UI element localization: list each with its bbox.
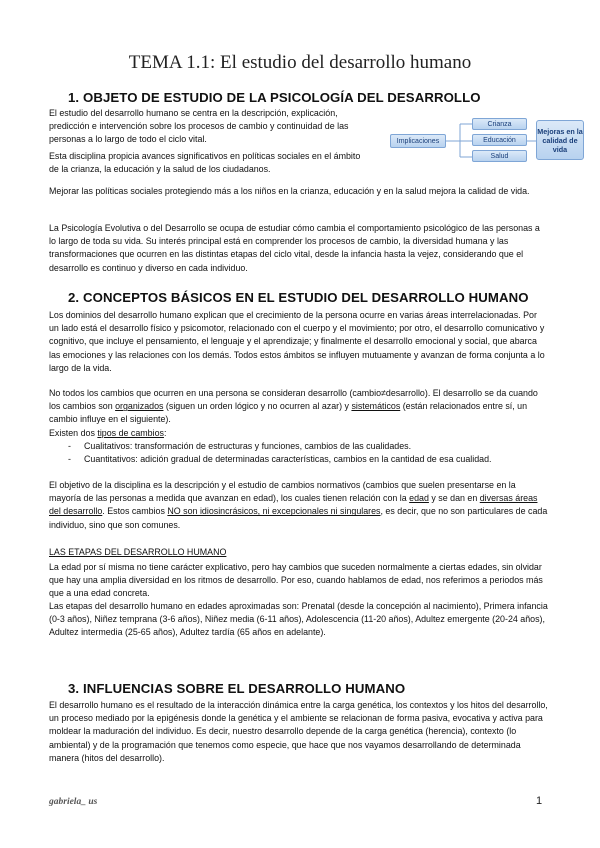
s2-types-intro (49, 427, 549, 440)
s2-p2-text-c: (están relacionados entre sí, un cambio influye en el siguiente). (49, 401, 528, 425)
s1-paragraph-1: El estudio del desarrollo humano se centra en la descripción, explicación, predicción e intervención sobre los procesos de cambio y continuidad de las personas a lo largo de todo el ciclo vital. (49, 108, 349, 145)
diagram-item-educacion: Educación (472, 134, 527, 146)
s2-change-types (49, 427, 549, 467)
s2-p2-organizados: organizados (115, 401, 164, 412)
s2-types-text-a: Existen dos (49, 428, 98, 438)
stages-subheading: LAS ETAPAS DEL DESARROLLO HUMANO (49, 547, 227, 557)
s1-paragraph-2: Esta disciplina propicia avances significativos en políticas sociales en el ámbito de la crianza, la educación y la salud de los ciudadanos. (49, 151, 361, 175)
s2-paragraph-1: Los dominios del desarrollo humano explican que el crecimiento de la persona ocurre en varias áreas interrelacionadas. Por un lado está el desarrollo físico y psicomotor, relacionado con el cuerpo y el movimiento; por otro, el desarrollo comunicativo y cognitivo, que incluye el pensamiento, el lenguaje y el aprendizaje; y finalmente el desarrollo emocional y social, que abarca las emociones y las relaciones con los demás. Todos estos ámbitos se influyen mutuamente y avanzan de forma conjunta a lo largo de la vida. (49, 310, 545, 373)
diagram-item-salud: Salud (472, 150, 527, 162)
s2-p3-text-a: El objetivo de la disciplina es la descripción y el estudio de cambios normativos (cambios que suelen presentarse en la mayoría de las personas a medida que avanzan en edad), los cuales tienen relación con la (49, 480, 516, 504)
diagram-implications-box: Implicaciones (390, 134, 446, 148)
s1-paragraph-4: La Psicología Evolutiva o del Desarrollo se ocupa de estudiar cómo cambia el comportamiento psicológico de las personas a lo largo de toda su vida. Su interés principal está en comprender los procesos de cambio, la diversidad humana y las transformaciones que ocurren en las distintas etapas del ciclo vital, desde la infancia hasta la vejez, considerando que el desarrollo es continuo y diverso en cada individuo. (49, 223, 540, 273)
s2-p3-edad: edad (409, 493, 429, 504)
s2-types-underlined: tipos de cambios (97, 428, 164, 438)
change-types-list (49, 440, 549, 466)
section-3-heading: 3. INFLUENCIAS SOBRE EL DESARROLLO HUMANO (68, 681, 406, 696)
s2-p2-text-a: No todos los cambios que ocurren en una persona se consideran desarrollo (cambio≠desarrollo). El desarrollo se da cuando los cambios son (49, 388, 538, 412)
s2-p3-areas: diversas áreas del desarrollo (49, 493, 538, 517)
s2-paragraph-5: Las etapas del desarrollo humano en edades aproximadas son: Prenatal (desde la concepción al nacimiento), Primera infancia (0-3 años), Niñez temprana (3-6 años), Niñez media (6-11 años), Adolescencia (11-20 años), Adultez emergente (20-24 años), Adultez intermedia (25-65 años), Adultez tardía (65 años en adelante). (49, 601, 548, 638)
s2-paragraph-2 (49, 387, 549, 427)
list-item-cuantitativos: - Cuantitativos: adición gradual de determinadas características, cambios en la cantidad de esa cualidad. (49, 453, 549, 466)
s2-p3-text-b: y se dan en (428, 493, 480, 504)
s2-paragraph-3 (49, 479, 549, 532)
s2-p2-sistematicos: sistemáticos (351, 401, 401, 412)
section-2-heading: 2. CONCEPTOS BÁSICOS EN EL ESTUDIO DEL DESARROLLO HUMANO (68, 290, 529, 305)
diagram-item-crianza: Crianza (472, 118, 527, 130)
document-title: TEMA 1.1: El estudio del desarrollo humano (128, 52, 472, 73)
s2-paragraph-4: La edad por sí misma no tiene carácter explicativo, pero hay cambios que suceden normalmente a ciertas edades, sin olvidar que hay una amplia diversidad en los ritmos de desarrollo. Por eso, cuando hablamos de edad, nos referimos a periodos más que a una edad concreta. (49, 562, 543, 599)
section-1-heading: 1. OBJETO DE ESTUDIO DE LA PSICOLOGÍA DEL DESARROLLO (68, 90, 481, 105)
list-item-cualitativos: - Cualitativos: transformación de estructuras y funciones, cambios de las cualidades. (49, 440, 549, 453)
s2-types-text-b: : (163, 428, 167, 438)
s2-p3-text-c: . Estos cambios (102, 506, 168, 517)
s2-p2-text-b: (siguen un orden lógico y no ocurren al azar) y (163, 401, 352, 412)
diagram-outcome-box: Mejoras en la calidad de vida (536, 120, 584, 160)
s2-p3-no-idiosincrasicos: NO son idiosincrásicos, ni excepcionales ni singulares (167, 506, 381, 517)
s3-paragraph-1: El desarrollo humano es el resultado de la interacción dinámica entre la carga genética, los contextos y los hitos del desarrollo, un proceso mediado por la epigénesis donde la genética y el ambiente se relacionan de forma pasiva, evocativa y activa para moldear la maduración del individuo. Es decir, nuestro desarrollo depende de la carga genética (herencia), contexto (lo ambiental) y de la programación que tenemos como especie, que hace que nos vayamos desarrollando de determinada manera (hitos del desarrollo). (49, 700, 548, 763)
page-number: 1 (536, 795, 543, 807)
s1-paragraph-3: Mejorar las políticas sociales protegiendo más a los niños en la crianza, educación y en la salud mejora la calidad de vida. (49, 186, 530, 196)
s2-p3-text-d: , es decir, que no son particulares de cada individuo, sino que son comunes. (49, 506, 548, 530)
footer-author: gabriela_ us (49, 797, 98, 807)
